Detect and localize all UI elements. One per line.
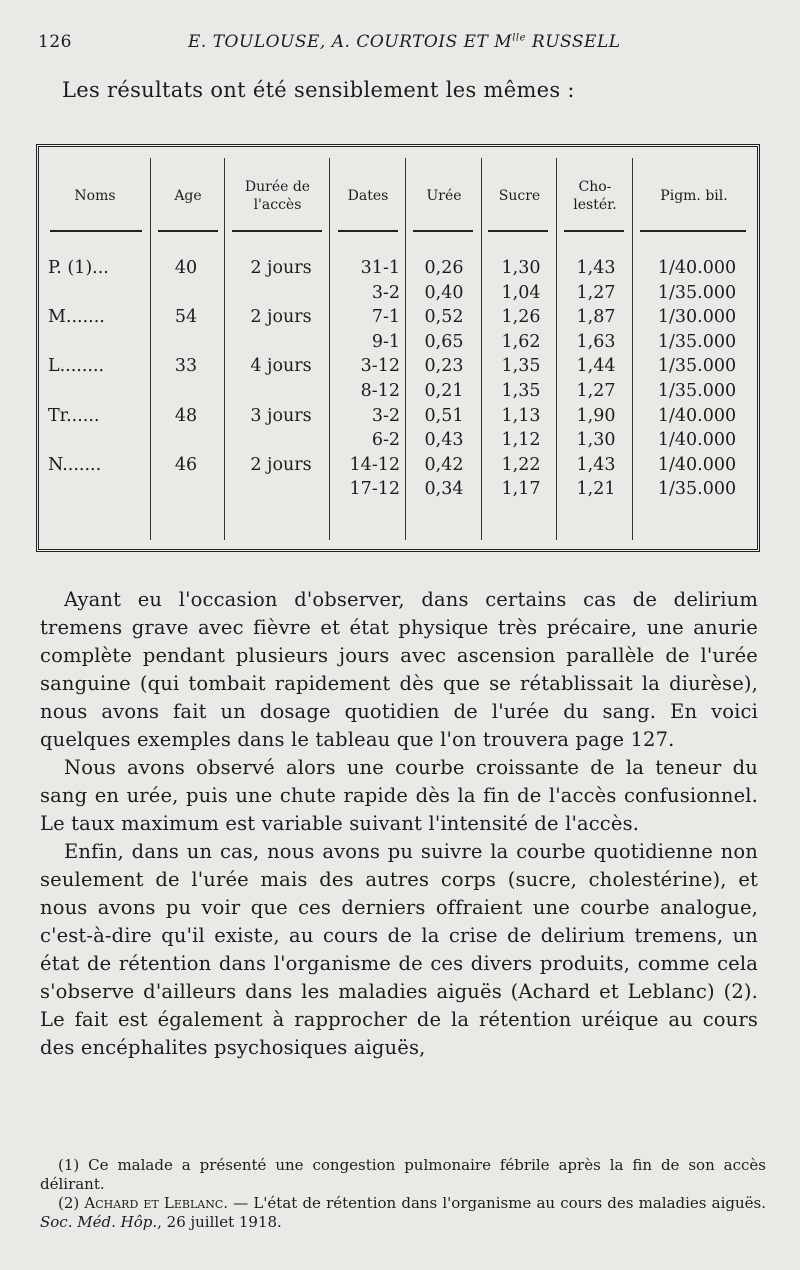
column-divider: [224, 158, 225, 540]
cell-cholester: 1,21: [576, 479, 616, 500]
cell-cholester: 1,27: [576, 282, 616, 303]
authors-sup: lle: [512, 32, 527, 44]
authors-main: E. TOULOUSE, A. COURTOIS ET M: [188, 32, 513, 52]
cell-sucre: 1,13: [501, 405, 541, 426]
cell-pigm: 1/40.000: [657, 430, 737, 451]
cell-date: 3-12: [360, 356, 400, 377]
cell-date: 6-2: [371, 430, 400, 451]
cell-uree: 0,43: [424, 430, 464, 451]
cell-pigm: 1/40.000: [657, 405, 737, 426]
footnote-2-prefix: (2): [58, 1194, 85, 1212]
cell-uree: 0,51: [424, 405, 464, 426]
header-rule: [232, 230, 322, 232]
cell-cholester: 1,63: [576, 331, 616, 352]
cell-duree: 2 jours: [250, 258, 312, 278]
cell-uree: 0,23: [424, 356, 464, 377]
cell-cholester: 1,27: [576, 381, 616, 401]
cell-sucre: 1,22: [501, 454, 541, 475]
cell-date: 9-1: [371, 331, 400, 352]
cell-pigm: 1/35.000: [657, 331, 737, 352]
cell-name: P. (1)...: [48, 258, 109, 278]
footnote-2-date: , 26 juillet 1918.: [157, 1213, 282, 1231]
cell-uree: 0,65: [424, 331, 464, 352]
header-chol-line2: lestér.: [573, 197, 617, 213]
page-number: 126: [38, 32, 72, 52]
header-rule: [488, 230, 548, 232]
cell-uree: 0,26: [424, 258, 464, 278]
header-rule: [158, 230, 218, 232]
header-cholester: [558, 158, 632, 234]
cell-cholester: 1,43: [576, 258, 616, 278]
header-duree-line1: Durée de: [244, 179, 311, 195]
authors-line: [188, 32, 621, 52]
cell-pigm: 1/35.000: [657, 381, 737, 401]
header-rule: [338, 230, 398, 232]
cell-sucre: 1,35: [501, 356, 541, 377]
column-divider: [481, 158, 482, 540]
cell-date: 14-12: [349, 454, 400, 475]
column-divider: [150, 158, 151, 540]
column-divider: [405, 158, 406, 540]
header-uree: Urée: [426, 188, 462, 204]
results-table: [36, 144, 760, 552]
cell-date: 3-2: [371, 405, 400, 426]
header-chol-line1: Cho-: [578, 179, 612, 195]
cell-sucre: 1,62: [501, 331, 541, 352]
cell-pigm: 1/40.000: [657, 454, 737, 475]
cell-sucre: 1,35: [501, 381, 541, 401]
footnote-2-journal: Soc. Méd. Hôp.: [40, 1213, 158, 1231]
header-duree: [226, 158, 329, 234]
cell-name: M.......: [48, 307, 105, 328]
cell-name: L........: [48, 356, 105, 377]
footnote-2-authors: Achard et Leblanc.: [84, 1194, 229, 1212]
cell-uree: 0,34: [424, 479, 464, 500]
paragraph-2: Nous avons observé alors une courbe croissante de la teneur du sang en urée, puis une chute rapide dès la fin de l'accès confusionnel. Le taux maximum est variable suivant l'intensité de l'accès.: [40, 756, 758, 835]
footnotes: [40, 1156, 766, 1232]
cell-uree: 0,52: [424, 307, 464, 328]
header-dates: Dates: [347, 188, 389, 204]
paragraph-1: Ayant eu l'occasion d'observer, dans certains cas de delirium tremens grave avec fièvre et état physique très précaire, une anurie complète pendant plusieurs jours avec ascension parallèle de l'urée sanguine (qui tombait rapidement dès que se rétablissait la diurèse), nous avons fait un dosage quotidien de l'urée du sang. En voici quelques exemples dans le tableau que l'on trouvera page 127.: [40, 588, 758, 751]
header-rule: [640, 230, 746, 232]
cell-pigm: 1/40.000: [657, 258, 737, 278]
header-duree-line2: l'accès: [253, 197, 302, 213]
cell-duree: 2 jours: [250, 454, 312, 475]
cell-sucre: 1,30: [501, 258, 541, 278]
authors-end: RUSSELL: [526, 32, 621, 52]
cell-cholester: 1,44: [576, 356, 616, 377]
cell-duree: 2 jours: [250, 307, 312, 328]
cell-date: 3-2: [371, 282, 400, 303]
cell-uree: 0,21: [424, 381, 464, 401]
cell-uree: 0,40: [424, 282, 464, 303]
cell-age: 46: [174, 454, 198, 475]
cell-pigm: 1/35.000: [657, 356, 737, 377]
cell-age: 33: [174, 356, 198, 377]
header-age: Age: [174, 188, 202, 204]
cell-uree: 0,42: [424, 454, 464, 475]
header-rule: [413, 230, 473, 232]
main-text: [40, 586, 758, 1062]
paragraph-3: Enfin, dans un cas, nous avons pu suivre la courbe quotidienne non seulement de l'urée mais des autres corps (sucre, cholestérine), et nous avons pu voir que ces derniers offraient une courbe analogue, c'est-à-dire qu'il existe, au cours de la crise de delirium tremens, un état de rétention dans l'organisme de ces divers produits, comme cela s'observe d'ailleurs dans les maladies aiguës (Achard et Leblanc) (2). Le fait est également à rapprocher de la rétention uréique au cours des encéphalites psychosiques aiguës,: [40, 840, 758, 1059]
cell-duree: 4 jours: [250, 356, 312, 377]
cell-date: 31-1: [360, 258, 400, 278]
footnote-2: [40, 1194, 766, 1232]
header-rule: [564, 230, 624, 232]
cell-pigm: 1/35.000: [657, 479, 737, 500]
cell-pigm: 1/35.000: [657, 282, 737, 303]
cell-cholester: 1,43: [576, 454, 616, 475]
cell-age: 54: [174, 307, 198, 328]
cell-cholester: 1,30: [576, 430, 616, 451]
cell-date: 8-12: [360, 381, 400, 401]
header-sucre: Sucre: [498, 188, 541, 204]
column-divider: [556, 158, 557, 540]
header-pigm: Pigm. bil.: [660, 188, 728, 204]
cell-duree: 3 jours: [250, 405, 312, 426]
cell-date: 17-12: [349, 479, 400, 500]
cell-sucre: 1,12: [501, 430, 541, 451]
cell-cholester: 1,87: [576, 307, 616, 328]
cell-name: Tr......: [48, 405, 100, 426]
intro-sentence: Les résultats ont été sensiblement les mêmes :: [62, 78, 575, 102]
cell-pigm: 1/30.000: [657, 307, 737, 328]
cell-sucre: 1,17: [501, 479, 541, 500]
cell-cholester: 1,90: [576, 405, 616, 426]
header-noms: Noms: [74, 188, 116, 204]
footnote-2-title: — L'état de rétention dans l'organisme au cours des maladies aiguës.: [228, 1194, 766, 1212]
cell-name: N.......: [48, 454, 102, 475]
cell-age: 48: [174, 405, 198, 426]
cell-date: 7-1: [371, 307, 400, 328]
cell-sucre: 1,04: [501, 282, 541, 303]
cell-age: 40: [174, 258, 198, 278]
header-rule: [50, 230, 142, 232]
footnote-1: (1) Ce malade a présenté une congestion pulmonaire fébrile après la fin de son accès délirant.: [40, 1156, 766, 1193]
cell-sucre: 1,26: [501, 307, 541, 328]
